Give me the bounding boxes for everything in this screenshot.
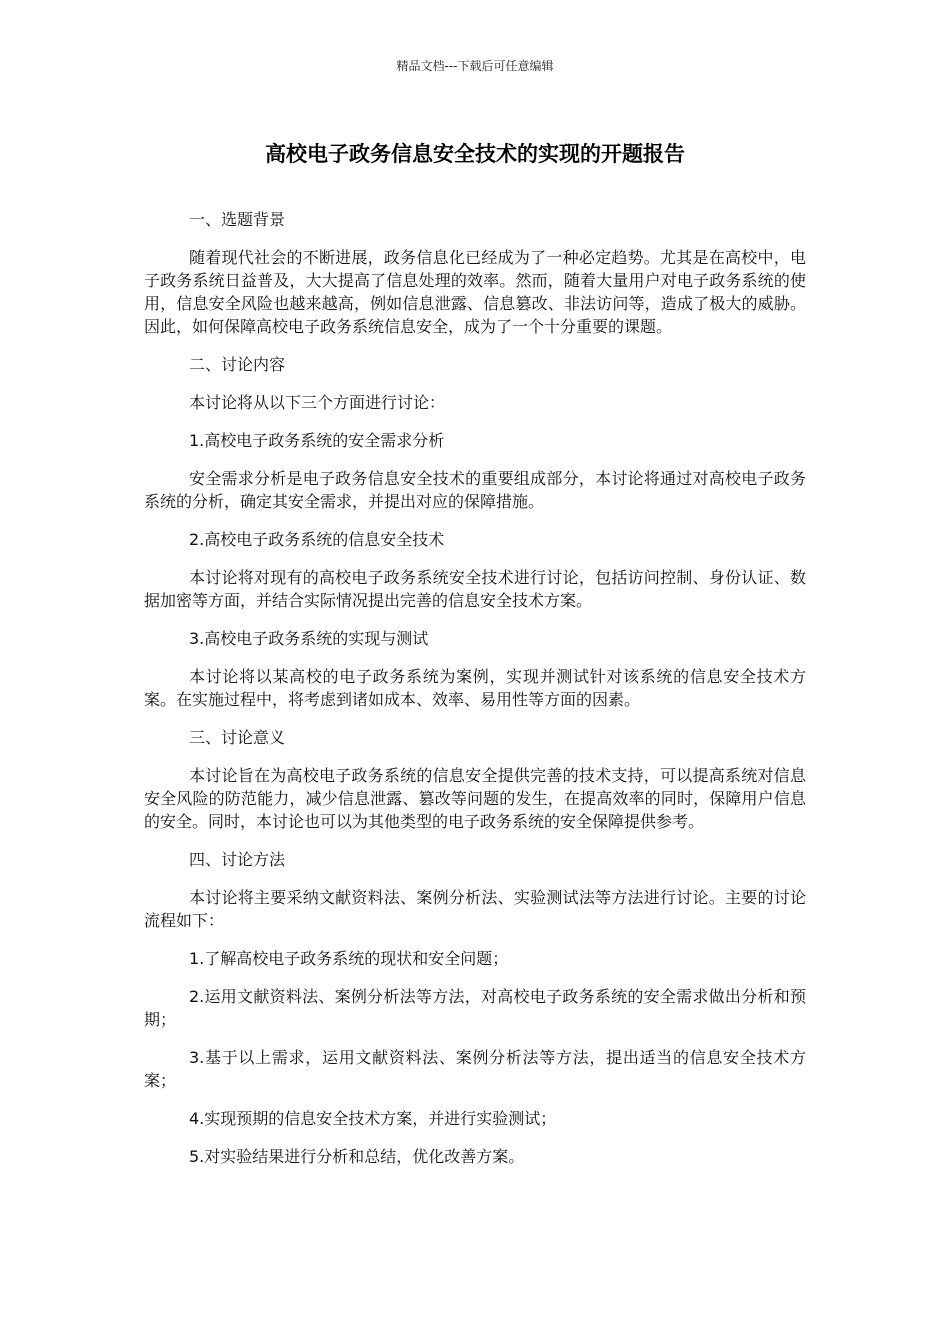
- document-title: 高校电子政务信息安全技术的实现的开题报告: [265, 142, 685, 166]
- subheading: 3.高校电子政务系统的实现与测试: [189, 629, 429, 648]
- body-paragraph: 本讨论将主要采纳文献资料法、案例分析法、实验测试法等方法进行讨论。主要的讨论流程如下：: [144, 888, 806, 930]
- document-body: [144, 208, 806, 1183]
- section-heading-method: 四、讨论方法: [189, 850, 286, 869]
- body-paragraph: 本讨论将以某高校的电子政务系统为案例，实现并测试针对该系统的信息安全技术方案。在实施过程中，将考虑到诸如成本、效率、易用性等方面的因素。: [144, 667, 806, 709]
- body-paragraph: 随着现代社会的不断进展，政务信息化已经成为了一种必定趋势。尤其是在高校中，电子政务系统日益普及，大大提高了信息处理的效率。然而，随着大量用户对电子政务系统的使用，信息安全风险也越来越高，例如信息泄露、信息篡改、非法访问等，造成了极大的威胁。因此，如何保障高校电子政务系统信息安全，成为了一个十分重要的课题。: [144, 248, 806, 336]
- body-paragraph: 安全需求分析是电子政务信息安全技术的重要组成部分，本讨论将通过对高校电子政务系统的分析，确定其安全需求，并提出对应的保障措施。: [144, 469, 806, 511]
- list-item: 1.了解高校电子政务系统的现状和安全问题；: [189, 949, 509, 968]
- section-heading-background: 一、选题背景: [189, 210, 286, 229]
- body-paragraph: 本讨论将从以下三个方面进行讨论：: [189, 393, 446, 412]
- subheading: 1.高校电子政务系统的安全需求分析: [189, 431, 445, 450]
- page-header: 精品文档---下载后可任意编辑: [396, 59, 554, 73]
- list-item: 5.对实验结果进行分析和总结，优化改善方案。: [189, 1147, 525, 1166]
- body-paragraph: 本讨论旨在为高校电子政务系统的信息安全提供完善的技术支持，可以提高系统对信息安全风险的防范能力，减少信息泄露、篡改等问题的发生，在提高效率的同时，保障用户信息的安全。同时，本讨论也可以为其他类型的电子政务系统的安全保障提供参考。: [144, 766, 806, 831]
- subheading: 2.高校电子政务系统的信息安全技术: [189, 530, 445, 549]
- body-paragraph: 本讨论将对现有的高校电子政务系统安全技术进行讨论，包括访问控制、身份认证、数据加密等方面，并结合实际情况提出完善的信息安全技术方案。: [144, 568, 806, 610]
- list-item: 4.实现预期的信息安全技术方案，并进行实验测试；: [189, 1109, 557, 1128]
- section-heading-significance: 三、讨论意义: [189, 728, 286, 747]
- section-heading-content: 二、讨论内容: [189, 355, 286, 374]
- list-item: 3.基于以上需求，运用文献资料法、案例分析法等方法，提出适当的信息安全技术方案；: [144, 1048, 806, 1090]
- list-item: 2.运用文献资料法、案例分析法等方法，对高校电子政务系统的安全需求做出分析和预期；: [144, 987, 806, 1029]
